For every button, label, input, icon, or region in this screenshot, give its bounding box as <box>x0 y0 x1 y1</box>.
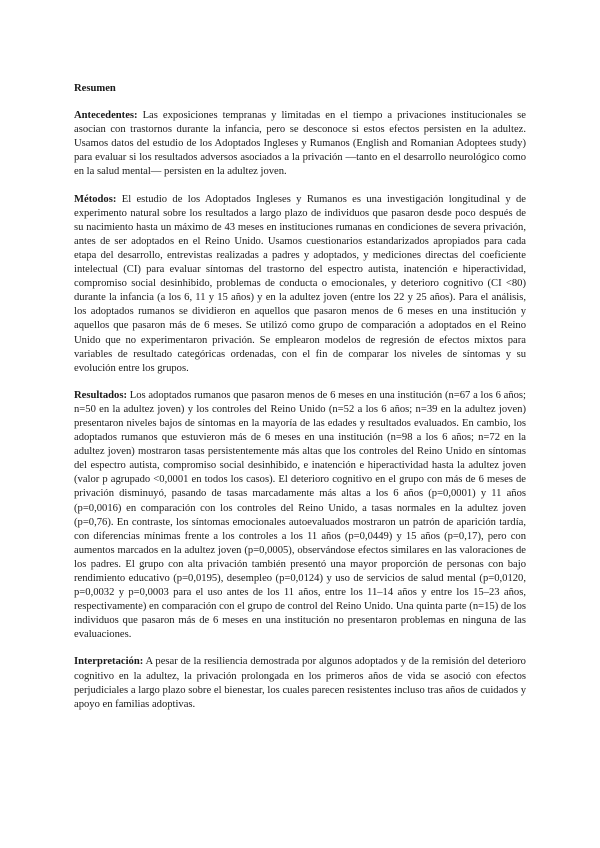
document-title: Resumen <box>74 83 116 94</box>
section-heading: Métodos: <box>74 193 117 205</box>
section-text: El estudio de los Adoptados Ingleses y Rumanos es una investigación longitudinal y de experimento natural sobre los resultados a largo plazo de individuos que pasaron desde poco después de su nacimiento hasta un máximo de 43 meses en instituciones rumanas en condiciones de severa privación, antes de ser adoptados en el Reino Unido. Usamos cuestionarios estandarizados apropiados para cada etapa del desarrollo, entrevistas realizadas a padres y adoptados, y mediciones directas del coeficiente intelectual (CI) para evaluar síntomas del trastorno del espectro autista, inatención e hiperactividad, compromiso social desinhibido, problemas de conducta o emocionales, y deterioro cognitivo (CI <80) durante la infancia (a los 6, 11 y 15 años) y en la adultez joven (entre los 22 y 25 años). Para el análisis, los adoptados rumanos se dividieron en aquellos que pasaron menos de 6 meses en una institución y aquellos que pasaron más de 6 meses. Se utilizó como grupo de comparación a adoptados en el Reino Unido que no experimentaron privación. Se emplearon modelos de regresión de efectos mixtos para variables de resultado categóricas ordenadas, con el fin de comparar los niveles de síntomas y su evolución entre los grupos. <box>74 193 526 374</box>
section-interpretacion <box>74 655 526 711</box>
section-text: Los adoptados rumanos que pasaron menos de 6 meses en una institución (n=67 a los 6 años; n=50 en la adultez joven) y los controles del Reino Unido (n=52 a los 6 años; n=39 en la adultez joven) presentaron niveles bajos de síntomas en la mayoría de las edades y resultados evaluados. En cambio, los adoptados rumanos que estuvieron más de 6 meses en una institución (n=98 a los 6 años; n=72 en la adultez joven) mostraron tasas persistentemente más altas que los controles del Reino Unido en síntomas del espectro autista, compromiso social desinhibido, e inatención e hiperactividad hasta la adultez joven (valor p agrupado <0,0001 en todos los casos). El deterioro cognitivo en el grupo con más de 6 meses de privación disminuyó, pasando de tasas marcadamente más altas a los 6 años (p=0,0001) y 11 años (p=0,0016) en comparación con los controles del Reino Unido, a tasas normales en la adultez joven (p=0,76). En contraste, los síntomas emocionales autoevaluados mostraron un patrón de aparición tardía, con diferencias mínimas frente a los controles a los 11 años (p=0,0449) y 15 años (p=0,17), pero con aumentos marcados en la adultez joven (p=0,0005), observándose efectos similares en las valoraciones de los padres. El grupo con alta privación también presentó una mayor proporción de personas con bajo rendimiento educativo (p=0,0195), desempleo (p=0,0124) y uso de servicios de salud mental (p=0,0120, p=0,0032 y p=0,0003 para el uso antes de los 11 años, entre los 11–14 años y entre los 15–23 años, respectivamente) en comparación con el grupo de control del Reino Unido. Una quinta parte (n=15) de los individuos que pasaron más de 6 meses en una institución no presentaron problemas en ninguna de las evaluaciones. <box>74 389 526 641</box>
section-text: A pesar de la resiliencia demostrada por algunos adoptados y de la remisión del deterioro cognitivo en la adultez, la privación prolongada en los primeros años de vida se asoció con efectos perjudiciales a largo plazo sobre el bienestar, los cuales parecen resistentes incluso tras años de cuidados y apoyo en familias adoptivas. <box>74 656 526 710</box>
section-heading: Resultados: <box>74 389 127 401</box>
section-heading: Antecedentes: <box>74 110 138 122</box>
section-heading: Interpretación: <box>74 656 144 668</box>
section-antecedentes <box>74 109 526 179</box>
section-text: Las exposiciones tempranas y limitadas en el tiempo a privaciones institucionales se asocian con trastornos durante la infancia, pero se desconoce si estos efectos persisten en la adultez. Usamos datos del estudio de los Adoptados Ingleses y Rumanos (English and Romanian Adoptees study) para evaluar si los resultados adversos asociados a la privación —tanto en el desarrollo neurológico como en la salud mental— persisten en la adultez joven. <box>74 110 526 178</box>
section-metodos <box>74 193 526 376</box>
section-resultados <box>74 389 526 643</box>
document-page <box>74 82 526 725</box>
